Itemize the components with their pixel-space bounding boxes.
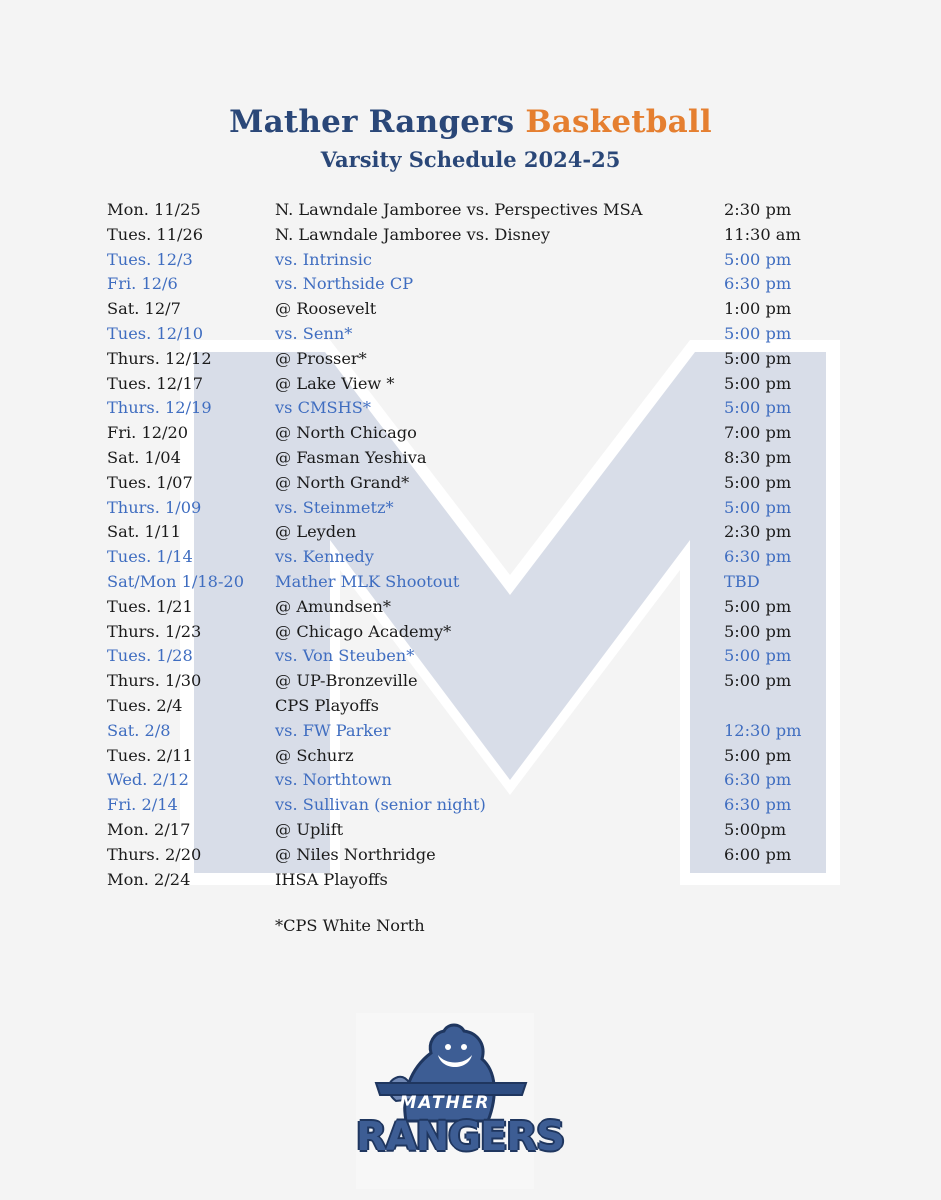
schedule-time: 11:30 am <box>724 224 801 244</box>
schedule-opponent: @ Amundsen* <box>275 596 391 616</box>
schedule-opponent: @ Schurz <box>275 745 354 765</box>
schedule-row <box>0 768 941 793</box>
schedule-date: Mon. 2/24 <box>107 869 191 889</box>
schedule-opponent: vs CMSHS* <box>275 398 371 418</box>
schedule-time: 8:30 pm <box>724 447 792 467</box>
schedule-row <box>0 719 941 744</box>
schedule-time: 5:00 pm <box>724 596 792 616</box>
schedule-opponent: vs. Northtown <box>275 770 392 790</box>
schedule-row <box>0 471 941 496</box>
schedule-opponent: vs. Kennedy <box>275 547 374 567</box>
schedule-opponent: @ Fasman Yeshiva <box>275 447 427 467</box>
schedule-row <box>0 396 941 421</box>
schedule-time: 5:00 pm <box>724 398 792 418</box>
schedule-row <box>0 198 941 223</box>
schedule-row <box>0 322 941 347</box>
schedule-time: 6:00 pm <box>724 844 792 864</box>
schedule-date: Fri. 12/20 <box>107 423 189 443</box>
schedule-opponent: IHSA Playoffs <box>275 869 388 889</box>
schedule-opponent: CPS Playoffs <box>275 695 379 715</box>
schedule-row <box>0 347 941 372</box>
schedule-opponent: vs. Von Steuben* <box>275 646 415 666</box>
schedule-row <box>0 620 941 645</box>
schedule-opponent: @ Roosevelt <box>275 299 377 319</box>
schedule-date: Sat/Mon 1/18-20 <box>107 571 245 591</box>
schedule-date: Sat. 1/11 <box>107 522 181 542</box>
schedule-date: Tues. 12/3 <box>107 249 193 269</box>
schedule-date: Tues. 1/21 <box>107 596 193 616</box>
schedule-time: 5:00 pm <box>724 621 792 641</box>
schedule-row <box>0 545 941 570</box>
page-subtitle: Varsity Schedule 2024-25 <box>320 147 621 172</box>
schedule-time: 5:00 pm <box>724 646 792 666</box>
schedule-date: Fri. 12/6 <box>107 274 178 294</box>
schedule-row <box>0 372 941 397</box>
schedule-row <box>0 496 941 521</box>
schedule-opponent: vs. Steinmetz* <box>275 497 394 517</box>
schedule-opponent: vs. Intrinsic <box>275 249 372 269</box>
schedule-time: 2:30 pm <box>724 200 792 219</box>
schedule-row <box>0 223 941 248</box>
schedule-time: 1:00 pm <box>724 299 792 319</box>
schedule-time: 5:00 pm <box>724 348 792 368</box>
schedule-time: 5:00 pm <box>724 373 792 393</box>
schedule-row <box>0 446 941 471</box>
schedule-row <box>0 421 941 446</box>
schedule-row <box>0 644 941 669</box>
schedule-date: Tues. 2/11 <box>107 745 193 765</box>
schedule-date: Tues. 1/28 <box>107 646 193 666</box>
schedule-opponent: @ North Chicago <box>275 423 417 443</box>
schedule-date: Sat. 12/7 <box>107 299 181 319</box>
schedule-opponent: Mather MLK Shootout <box>275 571 460 591</box>
schedule-date: Fri. 2/14 <box>107 795 178 815</box>
schedule-time: 7:00 pm <box>724 423 792 443</box>
schedule-date: Thurs. 1/09 <box>107 497 202 517</box>
schedule-date: Wed. 2/12 <box>107 770 189 790</box>
schedule-time: 2:30 pm <box>724 522 792 542</box>
schedule-date: Tues. 2/4 <box>107 695 183 715</box>
schedule-row <box>0 669 941 694</box>
title-accent: Basketball <box>525 104 712 140</box>
schedule-date: Tues. 12/17 <box>107 373 204 393</box>
schedule-row <box>0 843 941 868</box>
schedule-opponent: @ UP-Bronzeville <box>275 671 418 691</box>
schedule-date: Thurs. 12/19 <box>107 398 212 418</box>
schedule-time: 12:30 pm <box>724 720 802 740</box>
schedule-date: Thurs. 1/30 <box>107 671 202 691</box>
schedule-opponent: @ Lake View * <box>275 373 395 393</box>
schedule-time: 5:00 pm <box>724 249 792 269</box>
schedule-date: Tues. 11/26 <box>107 224 204 244</box>
schedule-time: 6:30 pm <box>724 547 792 567</box>
schedule-opponent: N. Lawndale Jamboree vs. Perspectives MSA <box>275 200 643 219</box>
schedule-time: 5:00 pm <box>724 323 792 343</box>
schedule-opponent: @ Prosser* <box>275 348 367 368</box>
schedule-date: Thurs. 1/23 <box>107 621 202 641</box>
schedule-row <box>0 595 941 620</box>
schedule-row <box>0 570 941 595</box>
page-title <box>0 104 941 140</box>
schedule-opponent: vs. FW Parker <box>275 720 391 740</box>
logo-top-word: MATHER <box>399 1093 491 1113</box>
schedule-opponent: @ Leyden <box>275 522 357 542</box>
schedule-row <box>0 272 941 297</box>
schedule-time: 5:00 pm <box>724 472 792 492</box>
schedule-date: Mon. 11/25 <box>107 200 201 219</box>
schedule-date: Tues. 12/10 <box>107 323 204 343</box>
schedule-row <box>0 520 941 545</box>
schedule-time: 5:00pm <box>724 819 787 839</box>
schedule-opponent: @ Uplift <box>275 819 344 839</box>
schedule-opponent: @ North Grand* <box>275 472 410 492</box>
schedule-row <box>0 694 941 719</box>
schedule-opponent: N. Lawndale Jamboree vs. Disney <box>275 224 551 244</box>
schedule-row <box>0 818 941 843</box>
schedule-date: Mon. 2/17 <box>107 819 191 839</box>
schedule-row <box>0 297 941 322</box>
schedule-time: 5:00 pm <box>724 745 792 765</box>
schedule-list <box>0 198 941 892</box>
schedule-date: Tues. 1/14 <box>107 547 193 567</box>
schedule-time: 5:00 pm <box>724 497 792 517</box>
schedule-opponent: vs. Senn* <box>275 323 353 343</box>
schedule-row <box>0 868 941 893</box>
schedule-opponent: @ Chicago Academy* <box>275 621 452 641</box>
schedule-date: Tues. 1/07 <box>107 472 193 492</box>
schedule-opponent: vs. Northside CP <box>275 274 414 294</box>
schedule-row <box>0 793 941 818</box>
schedule-date: Sat. 2/8 <box>107 720 171 740</box>
logo-main-word: RANGERS <box>356 1114 564 1160</box>
schedule-opponent: @ Niles Northridge <box>275 844 436 864</box>
schedule-date: Thurs. 12/12 <box>107 348 212 368</box>
schedule-time: TBD <box>724 571 760 591</box>
schedule-opponent: vs. Sullivan (senior night) <box>275 795 486 815</box>
schedule-row <box>0 744 941 769</box>
schedule-time: 6:30 pm <box>724 795 792 815</box>
schedule-row <box>0 248 941 273</box>
schedule-time: 6:30 pm <box>724 770 792 790</box>
schedule-date: Sat. 1/04 <box>107 447 181 467</box>
title-main: Mather Rangers <box>229 104 515 140</box>
schedule-time: 6:30 pm <box>724 274 792 294</box>
footnote: *CPS White North <box>275 916 425 935</box>
team-logo <box>356 1013 564 1189</box>
schedule-time: 5:00 pm <box>724 671 792 691</box>
schedule-date: Thurs. 2/20 <box>107 844 202 864</box>
